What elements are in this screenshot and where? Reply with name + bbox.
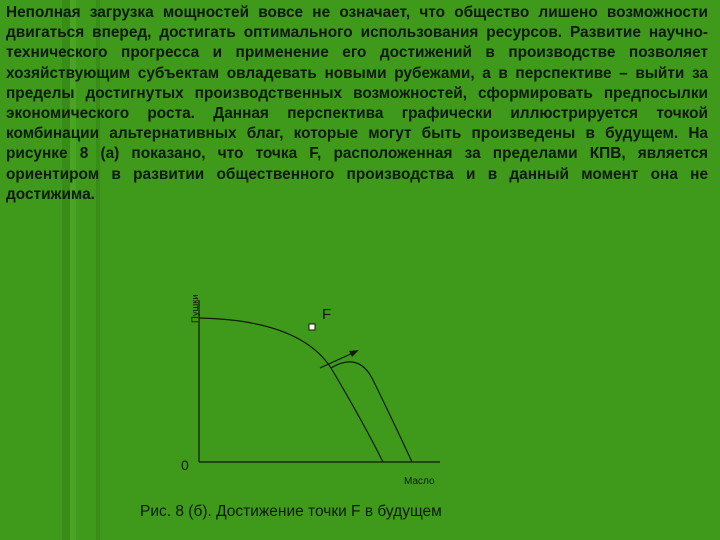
- ppf-curve-current: [199, 318, 383, 462]
- ppf-curve-future: [331, 362, 412, 462]
- figure-caption: Рис. 8 (б). Достижение точки F в будущем: [140, 503, 442, 520]
- origin-label: 0: [181, 457, 189, 473]
- y-axis-label: Пушки: [190, 294, 201, 323]
- body-paragraph: Неполная загрузка мощностей вовсе не означает, что общество лишено возможности двигаться вперед, достигать оптимального использования ресурсов. Развитие научно-технического прогресса и применение его достижений в производстве позволяет хозяйствующим субъектам овладевать новыми рубежами, а в перспективе – выйти за пределы достигнутых производственных возможностей, сформировать предпосылки экономического роста. Данная перспектива графически иллюстрируется точкой комбинации альтернативных благ, которые могут быть произведены в будущем. На рисунке 8 (а) показано, что точка F, расположенная за пределами КПВ, является ориентиром в развитии общественного производства и в данный момент она не достижима.: [6, 4, 708, 203]
- point-f-label: F: [322, 306, 332, 323]
- growth-arrowhead: [349, 350, 359, 357]
- x-axis-label: Масло: [404, 476, 435, 487]
- point-f-marker: [309, 324, 315, 330]
